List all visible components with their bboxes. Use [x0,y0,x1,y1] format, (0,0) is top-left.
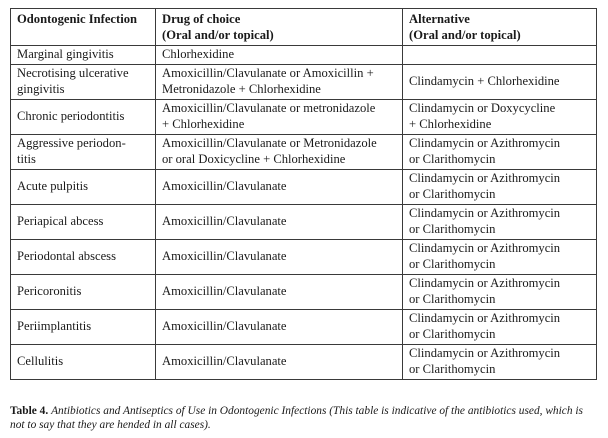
cell-line: Periimplantitis [17,318,92,333]
cell-infection [11,46,156,65]
cell-line: Clindamycin or Doxycycline [409,101,556,115]
cell-line: Amoxicillin/Clavulanate [162,213,287,228]
cell-infection [11,64,156,99]
cell-line: or Clarithomycin [409,256,496,271]
cell-infection [11,204,156,239]
table-row [11,134,597,169]
header-drug-of-choice [156,9,403,46]
cell-line: Clindamycin or Azithromycin [409,241,561,255]
cell-infection [11,169,156,204]
antibiotics-table [10,8,597,380]
table-row [11,309,597,344]
cell-drug-of-choice [156,169,403,204]
cell-line: Chronic periodontitis [17,108,125,123]
cell-line: Pericoronitis [17,283,82,298]
header-line: (Oral and/or topical) [409,27,521,42]
cell-line: Amoxicillin/Clavulanate [162,283,287,298]
cell-line: Clindamycin or Azithromycin [409,206,561,220]
table-row [11,239,597,274]
cell-line: Clindamycin or Azithromycin [409,311,561,325]
cell-line: Amoxicillin/Clavulanate or Amoxicillin + [162,66,374,80]
cell-line: Acute pulpitis [17,178,89,193]
cell-line: Amoxicillin/Clavulanate or Metronidazole [162,136,377,150]
cell-line: Amoxicillin/Clavulanate [162,318,287,333]
cell-drug-of-choice [156,344,403,379]
table-caption [10,404,598,432]
cell-drug-of-choice [156,46,403,65]
table-header-row [11,9,597,46]
cell-infection [11,344,156,379]
table-row [11,274,597,309]
header-line: Odontogenic Infection [17,12,137,26]
cell-alternative [403,46,597,65]
cell-line: Clindamycin or Azithromycin [409,346,561,360]
cell-infection [11,99,156,134]
cell-alternative [403,169,597,204]
cell-drug-of-choice [156,64,403,99]
table-row [11,64,597,99]
cell-drug-of-choice [156,134,403,169]
cell-drug-of-choice [156,309,403,344]
cell-line: Amoxicillin/Clavulanate or metronidazole [162,101,376,115]
cell-line: or Clarithomycin [409,151,496,166]
cell-line: + Chlorhexidine [162,116,245,131]
cell-infection [11,274,156,309]
cell-alternative [403,99,597,134]
cell-line: Metronidazole + Chlorhexidine [162,81,321,96]
header-alternative [403,9,597,46]
header-line: Alternative [409,12,470,26]
caption-label: Table 4. [10,405,49,417]
cell-line: Clindamycin or Azithromycin [409,171,561,185]
cell-alternative [403,204,597,239]
table-row [11,204,597,239]
cell-line: or Clarithomycin [409,361,496,376]
cell-alternative [403,344,597,379]
cell-line: Periapical abcess [17,213,104,228]
cell-line: or Clarithomycin [409,326,496,341]
cell-drug-of-choice [156,99,403,134]
cell-line: Clindamycin or Azithromycin [409,276,561,290]
table-row [11,344,597,379]
cell-line: Marginal gingivitis [17,47,114,61]
cell-line: titis [17,151,36,166]
cell-line: Chlorhexidine [162,47,235,61]
caption-text: Antibiotics and Antiseptics of Use in Odontogenic Infections (This table is indicative of the antibiotics used, which is not to say that they are hended in all cases). [10,405,583,431]
cell-infection [11,309,156,344]
cell-line: Clindamycin or Azithromycin [409,136,561,150]
cell-line: or Clarithomycin [409,221,496,236]
cell-alternative [403,309,597,344]
cell-alternative [403,239,597,274]
cell-drug-of-choice [156,239,403,274]
cell-line: Cellulitis [17,353,64,368]
table-row [11,169,597,204]
cell-line: Periodontal abscess [17,248,116,263]
cell-infection [11,239,156,274]
cell-line: or Clarithomycin [409,291,496,306]
table-body [11,46,597,380]
cell-line: Amoxicillin/Clavulanate [162,178,287,193]
cell-line: Amoxicillin/Clavulanate [162,248,287,263]
cell-line: Clindamycin + Chlorhexidine [409,73,560,88]
header-line: (Oral and/or topical) [162,27,274,42]
cell-line: or Clarithomycin [409,186,496,201]
table-row [11,46,597,65]
cell-drug-of-choice [156,204,403,239]
cell-alternative [403,134,597,169]
cell-infection [11,134,156,169]
header-infection [11,9,156,46]
cell-line: Aggressive periodon- [17,136,126,150]
cell-line: Necrotising ulcerative [17,66,129,80]
cell-alternative [403,64,597,99]
header-line: Drug of choice [162,12,241,26]
cell-line: Amoxicillin/Clavulanate [162,353,287,368]
cell-line: or oral Doxicycline + Chlorhexidine [162,151,346,166]
cell-line: gingivitis [17,81,65,96]
cell-line: + Chlorhexidine [409,116,492,131]
table-row [11,99,597,134]
cell-drug-of-choice [156,274,403,309]
cell-alternative [403,274,597,309]
